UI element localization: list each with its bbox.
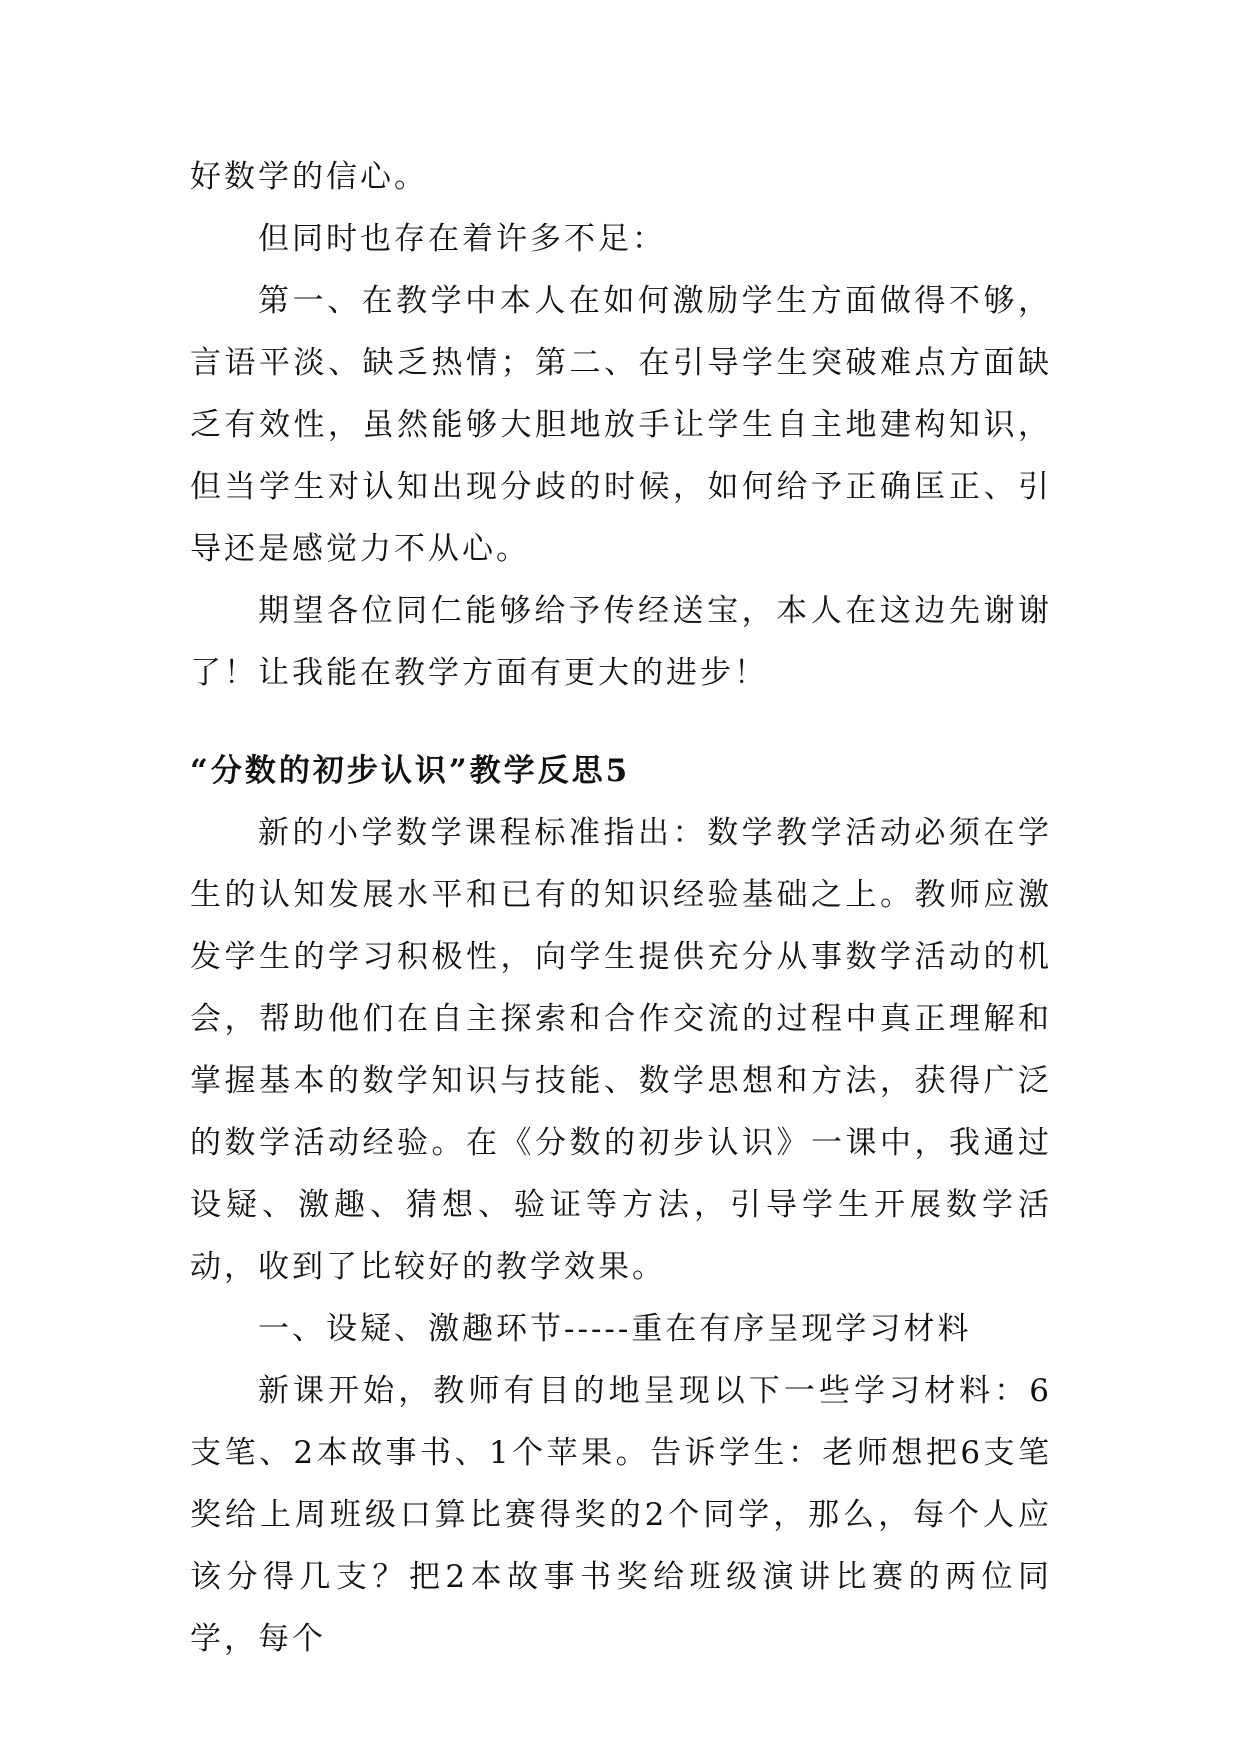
- paragraph-curriculum: 新的小学数学课程标准指出：数学教学活动必须在学生的认知发展水平和已有的知识经验基础之上。教师应激发学生的学习积极性，向学生提供充分从事数学活动的机会，帮助他们在自主探索和合作交流的过程中真正理解和掌握基本的数学知识与技能、数学思想和方法，获得广泛的数学活动经验。在《分数的初步认识》一课中，我通过设疑、激趣、猜想、验证等方法，引导学生开展数学活动，收到了比较好的教学效果。: [190, 815, 1052, 1285]
- paragraph-shortcomings-intro: 但同时也存在着许多不足：: [258, 221, 666, 257]
- paragraph-subsection-heading: 一、设疑、激趣环节-----重在有序呈现学习材料: [258, 1311, 972, 1347]
- paragraph-closing: 期望各位同仁能够给予传经送宝，本人在这边先谢谢了！让我能在教学方面有更大的进步！: [190, 593, 1052, 691]
- section-title: “分数的初步认识”教学反思5: [190, 753, 631, 789]
- paragraph-shortcomings: 第一、在教学中本人在如何激励学生方面做得不够，言语平淡、缺乏热情；第二、在引导学生突破难点方面缺乏有效性，虽然能够大胆地放手让学生自主地建构知识，但当学生对认知出现分歧的时候，如何给予正确匡正、引导还是感觉力不从心。: [190, 283, 1052, 567]
- paragraph-continuation: 好数学的信心。: [190, 159, 428, 195]
- paragraph-lesson-start: 新课开始，教师有目的地呈现以下一些学习材料：6支笔、2本故事书、1个苹果。告诉学生：老师想把6支笔奖给上周班级口算比赛得奖的2个同学，那么，每个人应该分得几支？把2本故事书奖给班级演讲比赛的两位同学，每个: [190, 1373, 1052, 1657]
